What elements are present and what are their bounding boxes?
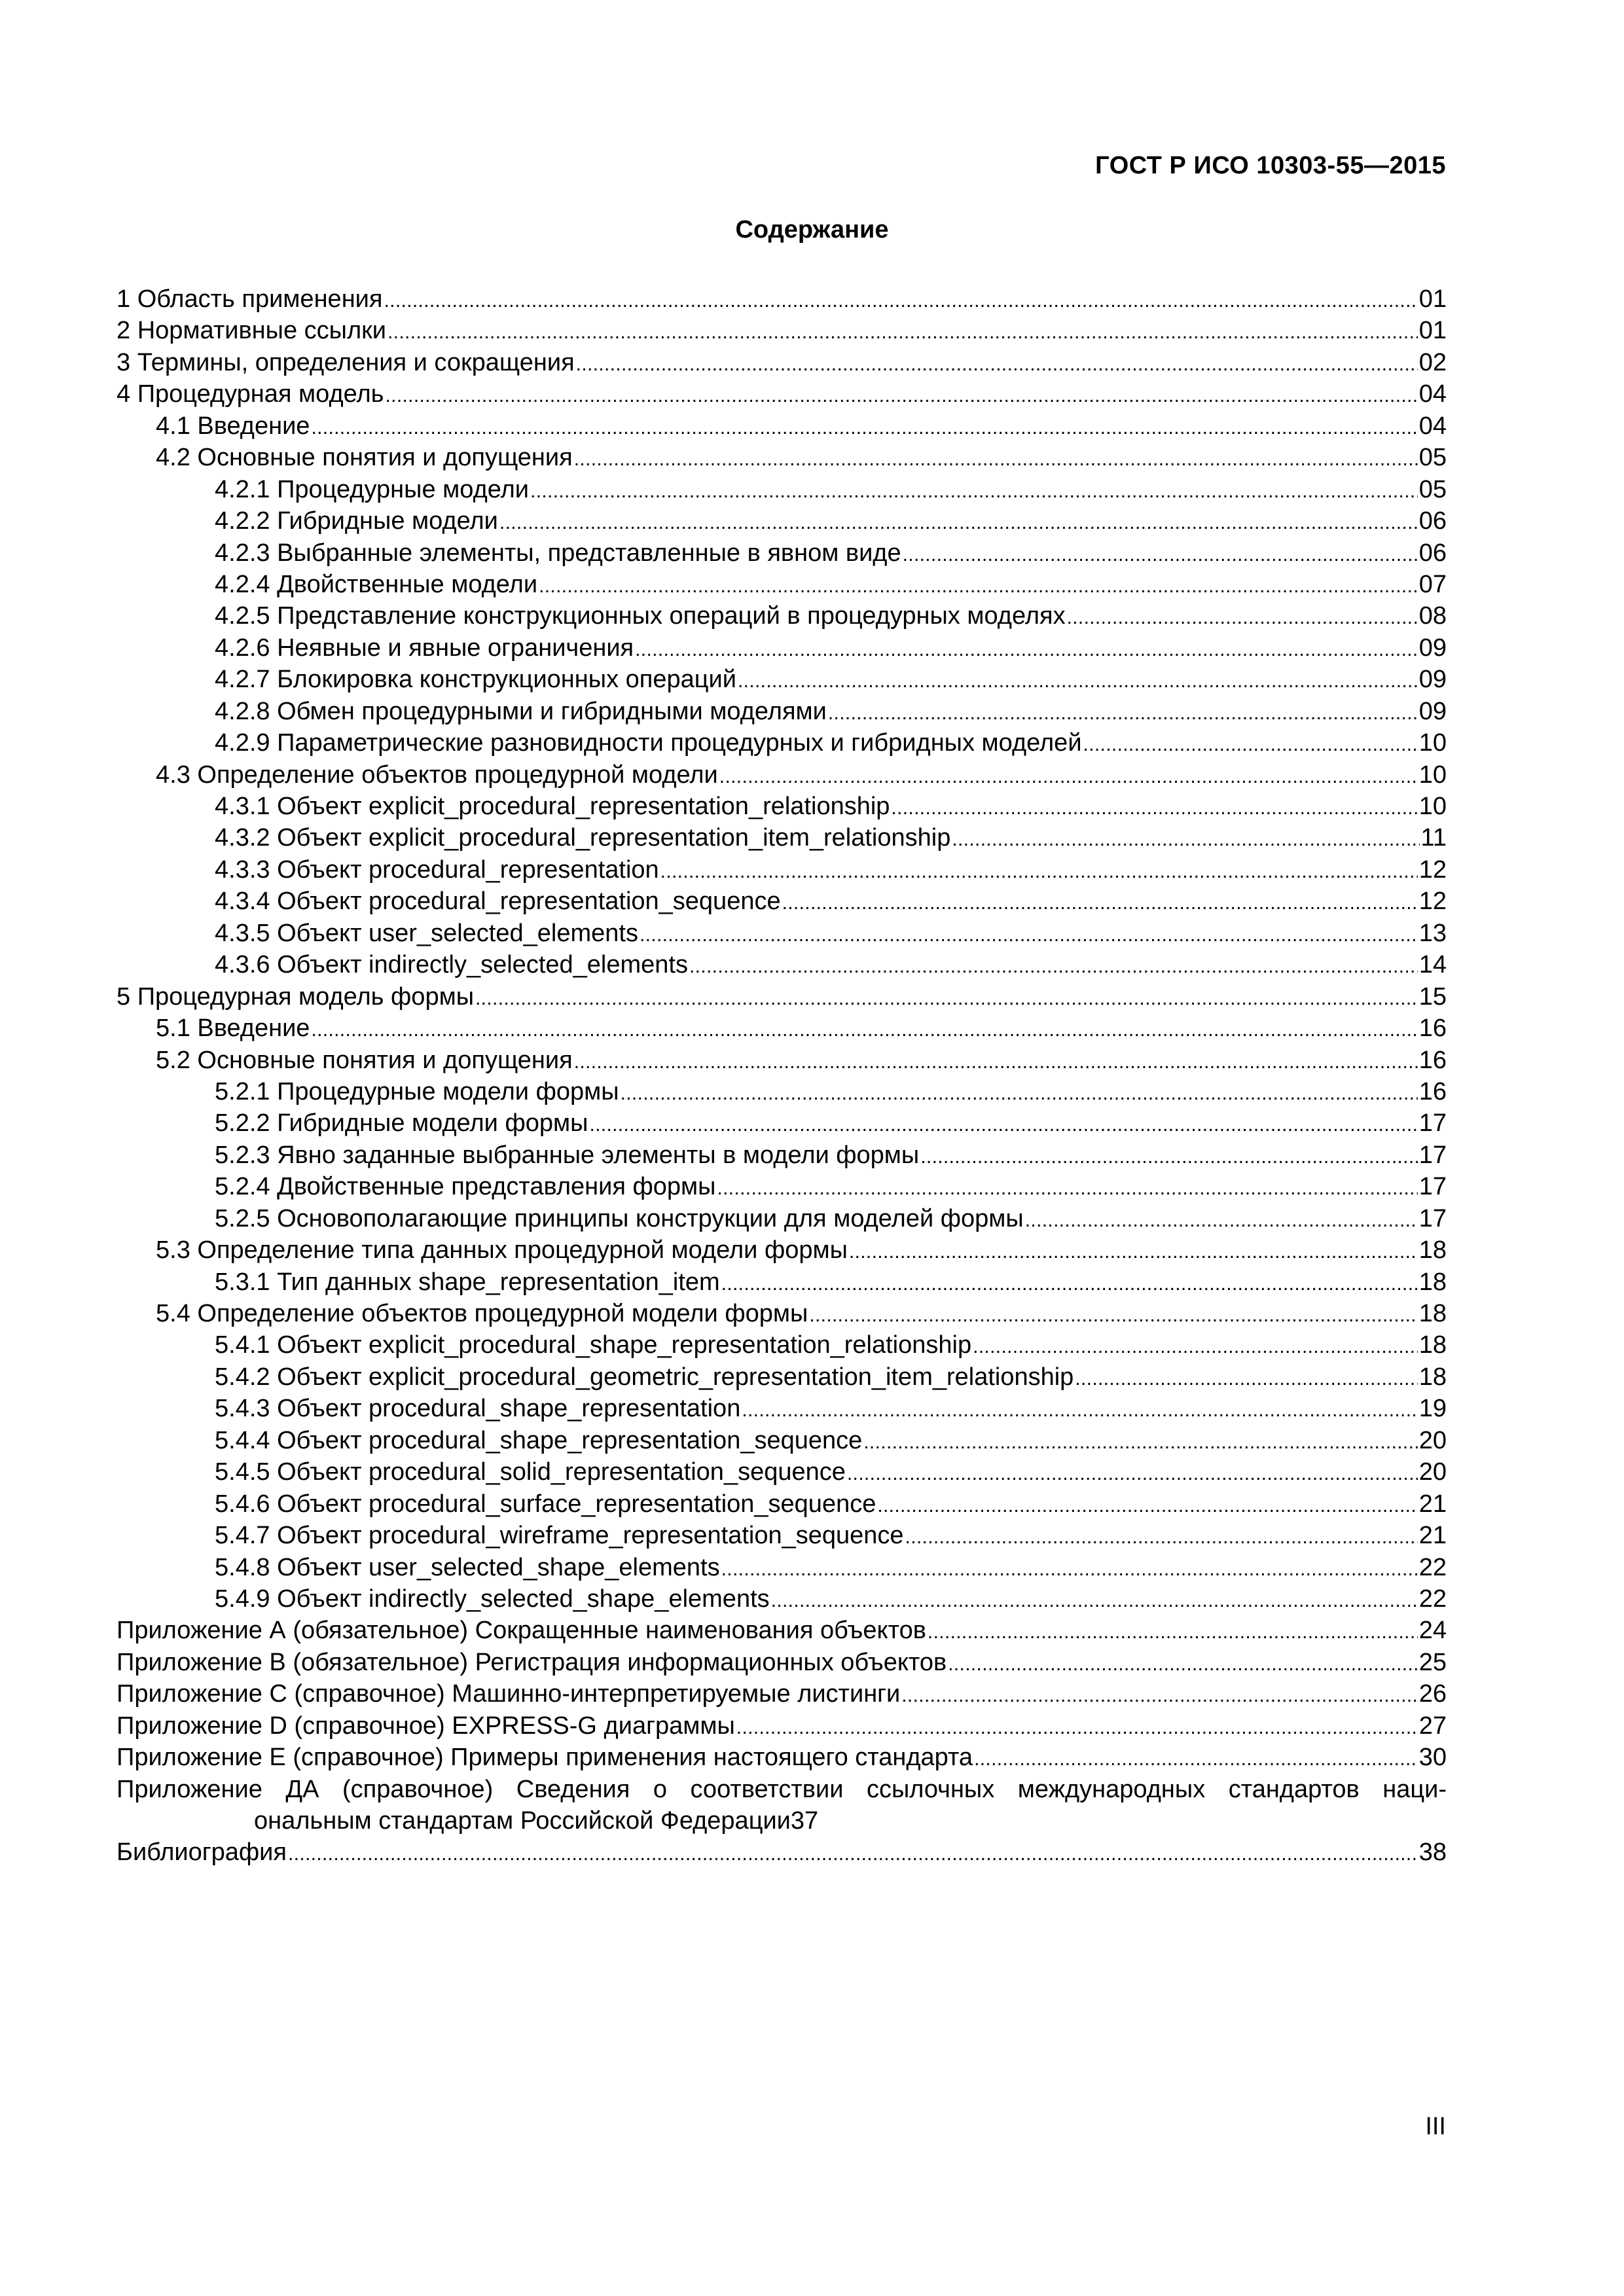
toc-entry <box>117 1234 1447 1266</box>
toc-entry-page: 26 <box>1418 1680 1447 1708</box>
toc-leader-dots <box>717 1171 1417 1204</box>
toc-entry <box>117 664 1447 695</box>
toc-leader-dots <box>689 949 1418 982</box>
toc-entry-page: 10 <box>1418 793 1447 820</box>
toc-entry-page: 16 <box>1418 1046 1447 1074</box>
toc-entry-label: 4.2.4 Двойственные модели <box>215 570 538 598</box>
toc-entry-label: 5.4.3 Объект procedural_shape_representation <box>215 1395 741 1423</box>
document-header: ГОСТ Р ИСО 10303-55—2015 <box>1095 152 1446 179</box>
toc-entry <box>117 918 1447 949</box>
toc-entry <box>117 1139 1447 1171</box>
toc-entry <box>117 569 1447 600</box>
toc-entry <box>117 1678 1447 1710</box>
toc-entry <box>117 1583 1447 1615</box>
toc-leader-dots <box>1025 1203 1418 1236</box>
toc-entry-label: 4.2.6 Неявные и явные ограничения <box>215 634 634 662</box>
toc-entry <box>117 727 1447 759</box>
toc-entry <box>117 791 1447 822</box>
toc-entry-label: 4.2.5 Представление конструкционных операций в процедурных моделях <box>215 602 1066 630</box>
toc-entry <box>117 1742 1447 1773</box>
toc-entry-page: 09 <box>1418 666 1447 694</box>
toc-entry-page: 12 <box>1418 888 1447 916</box>
toc-entry-label: 5.3.1 Тип данных shape_representation_item <box>215 1268 720 1296</box>
toc-entry-label: Приложение С (справочное) Машинно-интерпретируемые листинги <box>117 1680 901 1708</box>
toc-entry <box>117 1171 1447 1202</box>
toc-entry-page: 06 <box>1418 539 1447 567</box>
toc-entry-label: 4.1 Введение <box>156 412 310 440</box>
toc-entry-page: 18 <box>1418 1363 1447 1391</box>
toc-leader-dots <box>928 1615 1418 1648</box>
toc-entry <box>117 886 1447 917</box>
toc-entry-page: 01 <box>1418 317 1447 345</box>
toc-entry-label: 5.3 Определение типа данных процедурной модели формы <box>156 1236 848 1265</box>
toc-entry <box>117 505 1447 537</box>
toc-entry-page: 24 <box>1418 1617 1447 1645</box>
toc-entry <box>117 315 1447 346</box>
toc-entry-page: 07 <box>1418 570 1447 598</box>
toc-leader-dots <box>475 981 1418 1014</box>
toc-entry <box>117 1647 1447 1678</box>
toc-leader-dots <box>660 854 1418 888</box>
toc-entry <box>117 1488 1447 1520</box>
toc-entry-label: Библиография <box>117 1839 287 1867</box>
toc-leader-dots <box>771 1583 1418 1617</box>
toc-entry <box>117 1013 1447 1044</box>
page-number: III <box>1425 2113 1446 2140</box>
toc-entry-label: 4.3.6 Объект indirectly_selected_elements <box>215 951 688 979</box>
toc-entry-label: 4.3.2 Объект explicit_procedural_representation_item_relationship <box>215 824 951 852</box>
toc-entry <box>117 759 1447 791</box>
toc-entry-page: 10 <box>1418 761 1447 789</box>
toc-leader-dots <box>1075 1361 1417 1395</box>
toc-entry-label: 5.4.9 Объект indirectly_selected_shape_elements <box>215 1585 770 1613</box>
toc-entry-label: 5.4.5 Объект procedural_solid_representation_sequence <box>215 1458 846 1486</box>
toc-entry-annex-da <box>117 1774 1447 1837</box>
toc-entry-label: 5.4.2 Объект explicit_procedural_geometric_representation_item_relationship <box>215 1363 1074 1391</box>
toc-leader-dots <box>905 1520 1418 1553</box>
toc-entry <box>117 1552 1447 1583</box>
toc-entry <box>117 1329 1447 1361</box>
table-of-contents <box>117 283 1447 1869</box>
toc-leader-dots <box>1067 600 1418 634</box>
toc-entry-page: 17 <box>1418 1141 1447 1169</box>
toc-entry <box>117 1520 1447 1551</box>
toc-entry-page: 18 <box>1418 1268 1447 1296</box>
toc-entry-page: 09 <box>1418 697 1447 725</box>
toc-entry-page: 08 <box>1418 602 1447 630</box>
toc-entry-label: 5.2.2 Гибридные модели формы <box>215 1109 588 1138</box>
toc-entry <box>117 632 1447 664</box>
toc-entry-label: 5 Процедурная модель формы <box>117 982 475 1011</box>
toc-leader-dots <box>721 1266 1418 1300</box>
toc-entry <box>117 1710 1447 1742</box>
toc-entry-page: 12 <box>1418 855 1447 884</box>
toc-entry-label: 5.4.1 Объект explicit_procedural_shape_representation_relationship <box>215 1331 972 1359</box>
toc-leader-dots <box>974 1742 1418 1775</box>
toc-entry-page: 01 <box>1418 285 1447 313</box>
toc-entry-label: 4.3.3 Объект procedural_representation <box>215 855 659 884</box>
toc-entry <box>117 474 1447 505</box>
toc-entry <box>117 696 1447 727</box>
toc-leader-dots <box>863 1425 1417 1458</box>
toc-entry-label: 5.2.4 Двойственные представления формы <box>215 1173 716 1201</box>
toc-entry-label: 4.3.4 Объект procedural_representation_sequence <box>215 888 781 916</box>
toc-entry <box>117 537 1447 569</box>
toc-entry-page: 38 <box>1418 1839 1447 1867</box>
toc-entry-label: 5.4.8 Объект user_selected_shape_elements <box>215 1553 720 1581</box>
toc-entry <box>117 1203 1447 1234</box>
toc-entry-label: 5.2.3 Явно заданные выбранные элементы в модели формы <box>215 1141 920 1169</box>
page-title: Содержание <box>735 216 889 243</box>
toc-entry-page: 06 <box>1418 507 1447 535</box>
toc-leader-dots <box>738 664 1418 697</box>
toc-entry <box>117 981 1447 1013</box>
toc-leader-dots <box>388 315 1418 348</box>
toc-entry-label: 4.3 Определение объектов процедурной модели <box>156 761 718 789</box>
toc-leader-dots <box>311 410 1417 444</box>
toc-entry-label: 5.4.7 Объект procedural_wireframe_representation_sequence <box>215 1522 904 1550</box>
toc-entry-page: 09 <box>1418 634 1447 662</box>
toc-entry <box>117 347 1447 378</box>
toc-leader-dots <box>530 474 1418 507</box>
toc-entry-page: 04 <box>1418 380 1447 408</box>
toc-entry <box>117 1266 1447 1298</box>
toc-entry-page: 16 <box>1418 1077 1447 1105</box>
toc-leader-dots <box>640 918 1418 951</box>
toc-entry <box>117 1045 1447 1076</box>
toc-leader-dots <box>973 1329 1418 1363</box>
toc-entry <box>117 600 1447 632</box>
toc-leader-dots <box>621 1076 1418 1109</box>
toc-leader-dots <box>828 696 1418 729</box>
toc-leader-dots <box>952 822 1419 855</box>
toc-leader-dots <box>384 283 1417 317</box>
toc-leader-dots <box>877 1488 1417 1522</box>
toc-entry-page: 04 <box>1418 412 1447 440</box>
toc-leader-dots <box>721 1552 1418 1585</box>
toc-entry-page: 10 <box>1418 729 1447 757</box>
toc-leader-dots <box>589 1107 1417 1141</box>
toc-entry <box>117 1456 1447 1488</box>
toc-entry-page: 13 <box>1418 919 1447 947</box>
toc-entry <box>117 1107 1447 1139</box>
toc-entry-page: 16 <box>1418 1014 1447 1043</box>
toc-entry-page: 20 <box>1418 1426 1447 1454</box>
toc-entry <box>117 410 1447 442</box>
toc-entry-label: 4 Процедурная модель <box>117 380 384 408</box>
toc-entry-label: 4.2.2 Гибридные модели <box>215 507 498 535</box>
toc-entry-page: 27 <box>1418 1712 1447 1740</box>
toc-entry-page: 19 <box>1418 1395 1447 1423</box>
toc-entry <box>117 1615 1447 1646</box>
toc-entry-page: 20 <box>1418 1458 1447 1486</box>
toc-entry <box>117 1425 1447 1456</box>
toc-entry-label: 4.2.9 Параметрические разновидности процедурных и гибридных моделей <box>215 729 1082 757</box>
toc-entry-page: 02 <box>1418 348 1447 376</box>
toc-entry-label: Приложение Е (справочное) Примеры применения настоящего стандарта <box>117 1744 973 1772</box>
toc-entry-label: 4.2.3 Выбранные элементы, представленные в явном виде <box>215 539 901 567</box>
toc-leader-dots <box>742 1393 1417 1426</box>
toc-entry <box>117 822 1447 853</box>
toc-entry-page: 22 <box>1418 1585 1447 1613</box>
toc-entry <box>117 949 1447 980</box>
toc-leader-dots <box>920 1139 1417 1173</box>
toc-entry-page: 21 <box>1418 1490 1447 1518</box>
toc-entry-label: 4.2.8 Обмен процедурными и гибридными моделями <box>215 697 827 725</box>
toc-entry <box>117 854 1447 886</box>
toc-entry-label: 5.4.4 Объект procedural_shape_representation_sequence <box>215 1426 863 1454</box>
toc-leader-dots <box>847 1456 1418 1490</box>
toc-entry-label: 5.1 Введение <box>156 1014 310 1043</box>
toc-entry-label: 4.2.1 Процедурные модели <box>215 475 530 503</box>
toc-entry-page: 37 <box>790 1807 819 1835</box>
toc-entry-label: 4.3.5 Объект user_selected_elements <box>215 919 638 947</box>
toc-leader-dots <box>499 505 1418 539</box>
toc-entry-page: 15 <box>1418 982 1447 1011</box>
toc-entry-page: 18 <box>1418 1236 1447 1265</box>
toc-entry-label: Приложение ДА (справочное) Сведения о соответствии ссылочных международных стандартов наци- <box>117 1775 1447 1803</box>
toc-leader-dots <box>891 791 1417 824</box>
toc-leader-dots <box>1083 727 1418 761</box>
toc-leader-dots <box>948 1647 1418 1680</box>
toc-entry-page: 14 <box>1418 951 1447 979</box>
toc-leader-dots <box>539 569 1418 602</box>
toc-leader-dots <box>903 537 1418 571</box>
toc-entry <box>117 1076 1447 1107</box>
toc-entry-label: Приложение А (обязательное) Сокращенные наименования объектов <box>117 1617 926 1645</box>
toc-leader-dots <box>288 1837 1418 1870</box>
toc-entry-label: 5.2 Основные понятия и допущения <box>156 1046 573 1074</box>
toc-entry <box>117 1393 1447 1424</box>
toc-entry-page: 21 <box>1418 1522 1447 1550</box>
toc-leader-dots <box>719 759 1418 793</box>
toc-entry-label: 5.4.6 Объект procedural_surface_representation_sequence <box>215 1490 876 1518</box>
toc-entry <box>117 1298 1447 1329</box>
toc-leader-dots <box>311 1013 1417 1046</box>
toc-entry-label: Приложение D (справочное) EXPRESS-G диаграммы <box>117 1712 735 1740</box>
toc-leader-dots <box>574 1045 1418 1078</box>
toc-entry <box>117 442 1447 473</box>
toc-entry-label: 5.2.5 Основополагающие принципы конструкции для моделей формы <box>215 1204 1024 1232</box>
toc-leader-dots <box>736 1710 1418 1744</box>
toc-entry-label: 4.2 Основные понятия и допущения <box>156 444 573 472</box>
toc-entry-page: 17 <box>1418 1109 1447 1138</box>
toc-entry <box>117 283 1447 315</box>
toc-leader-dots <box>901 1678 1417 1712</box>
toc-leader-dots <box>635 632 1418 666</box>
toc-entry-page: 11 <box>1420 824 1447 852</box>
toc-entry-page: 25 <box>1418 1648 1447 1676</box>
toc-entry-page: 30 <box>1418 1744 1447 1772</box>
toc-leader-dots <box>574 442 1418 475</box>
toc-entry <box>117 378 1447 410</box>
toc-entry-page: 17 <box>1418 1204 1447 1232</box>
toc-entry-label: 5.2.1 Процедурные модели формы <box>215 1077 619 1105</box>
toc-entry-page: 05 <box>1418 475 1447 503</box>
toc-leader-dots <box>809 1298 1417 1331</box>
toc-entry-page: 05 <box>1418 444 1447 472</box>
toc-entry-label: 3 Термины, определения и сокращения <box>117 348 575 376</box>
toc-entry-page: 18 <box>1418 1300 1447 1327</box>
toc-entry <box>117 1361 1447 1393</box>
toc-leader-dots <box>849 1234 1418 1268</box>
toc-entry-page: 18 <box>1418 1331 1447 1359</box>
toc-leader-dots <box>782 886 1418 919</box>
toc-entry-page: 17 <box>1418 1173 1447 1201</box>
toc-entry-page: 22 <box>1418 1553 1447 1581</box>
toc-leader-dots <box>576 347 1418 380</box>
toc-entry-label: 5.4 Определение объектов процедурной модели формы <box>156 1300 808 1327</box>
toc-entry-label: 4.3.1 Объект explicit_procedural_representation_relationship <box>215 793 890 820</box>
toc-entry-label: Приложение В (обязательное) Регистрация информационных объектов <box>117 1648 947 1676</box>
toc-entry-label: ональным стандартам Российской Федерации <box>254 1807 791 1835</box>
toc-entry-bibliography <box>117 1837 1447 1868</box>
toc-leader-dots <box>385 378 1417 412</box>
toc-entry-label: 4.2.7 Блокировка конструкционных операций <box>215 666 736 694</box>
toc-entry-label: 2 Нормативные ссылки <box>117 317 386 345</box>
toc-entry-label: 1 Область применения <box>117 285 383 313</box>
